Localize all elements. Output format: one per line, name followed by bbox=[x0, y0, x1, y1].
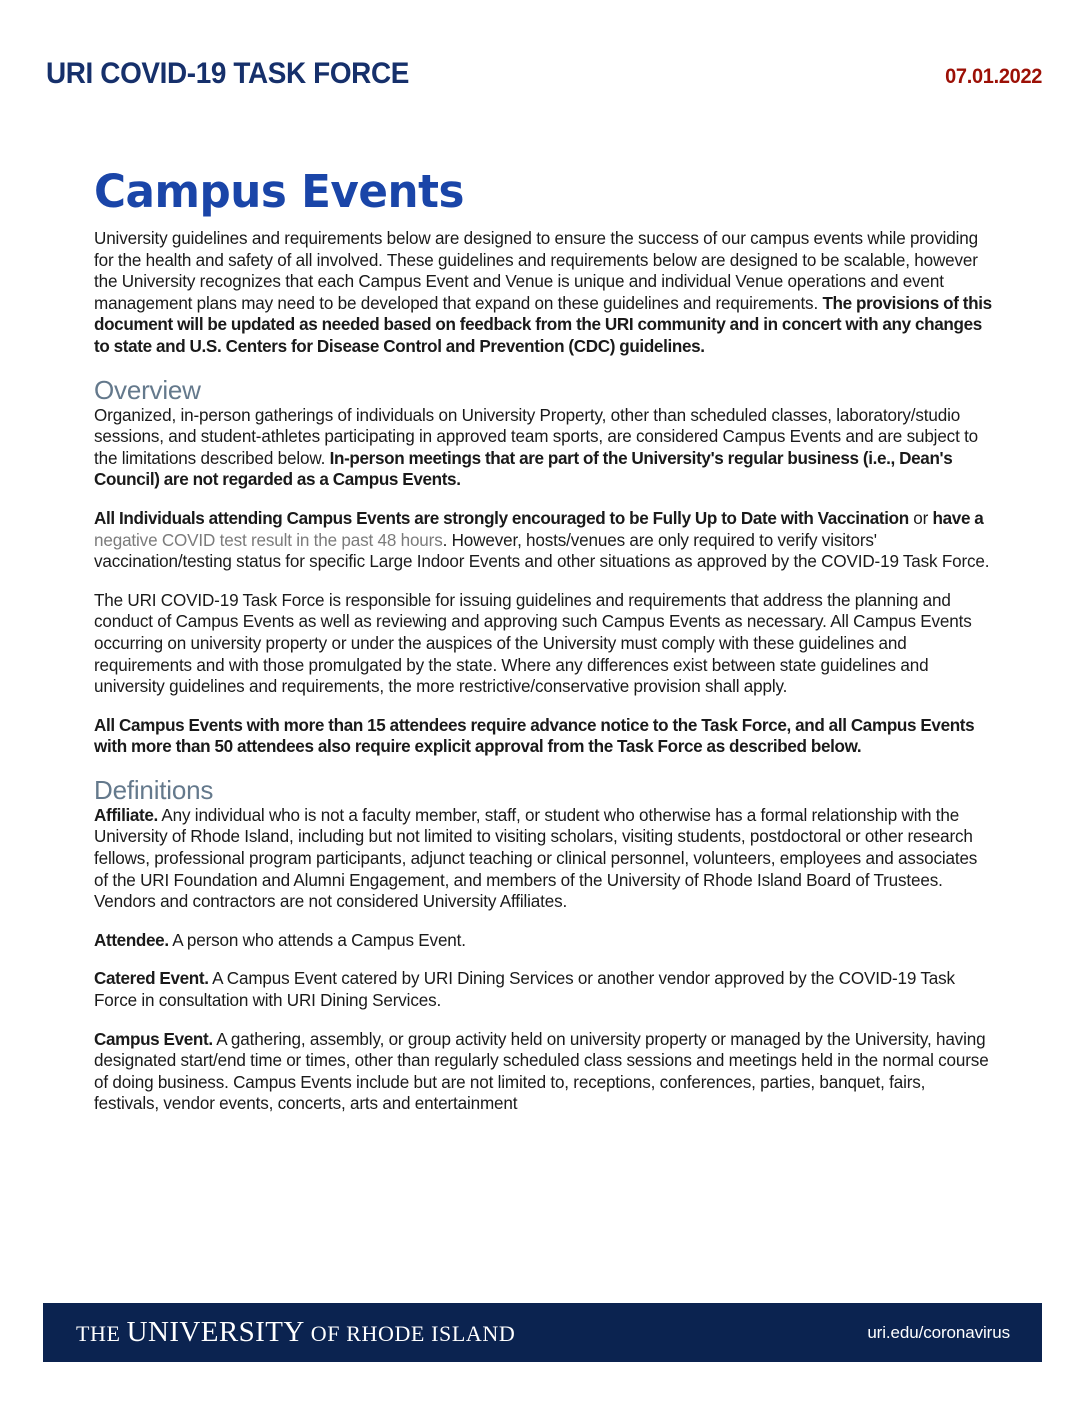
header-title: URI COVID-19 TASK FORCE bbox=[46, 57, 409, 90]
overview-p2-muted-text: negative COVID test result in the past 48 hours bbox=[94, 530, 443, 550]
overview-paragraph-3: The URI COVID-19 Task Force is responsible for issuing guidelines and requirements that address the planning and conduct of Campus Events as well as reviewing and approving such Campus Events as necessary. All Campus Events occurring on university property or under the auspices of the University must comply with these guidelines and requirements and with those promulgated by the state. Where any differences exist between state guidelines and university guidelines and requirements, the more restrictive/conservative provision shall apply. bbox=[94, 590, 972, 697]
section-heading-overview: Overview bbox=[94, 374, 201, 405]
overview-p2-bold-2: have a bbox=[932, 508, 984, 528]
definition-term: Catered Event. bbox=[94, 969, 209, 989]
definition-item bbox=[94, 968, 992, 1011]
definition-body: A Campus Event catered by URI Dining Services or another vendor approved by the COVID-19 Task Force in consultation with URI Dining Services. bbox=[94, 969, 955, 1011]
overview-p2-text-rest: . However, hosts/venues are only required to verify visitors' vaccination/testing status for specific Large Indoor Events and other situations as approved by the COVID-19 Task Force. bbox=[94, 530, 990, 572]
overview-p2-bold-1: All Individuals attending Campus Events are strongly encouraged to be Fully Up to Date with Vaccination bbox=[94, 508, 909, 528]
definition-item bbox=[94, 805, 992, 913]
document-body bbox=[94, 228, 992, 1115]
definition-term: Attendee. bbox=[94, 930, 169, 950]
page-title: Campus Events bbox=[94, 165, 464, 219]
overview-paragraph-4 bbox=[94, 715, 992, 758]
footer-bar bbox=[43, 1303, 1042, 1362]
intro-text: University guidelines and requirements below are designed to ensure the success of our campus events while providing for the health and safety of all involved. These guidelines and requirements below are designed to be scalable, however the University recognizes that each Campus Event and Venue is unique and individual Venue operations and event management plans may need to be developed that expand on these guidelines and requirements. bbox=[94, 229, 978, 313]
overview-paragraph-2 bbox=[94, 508, 992, 573]
footer-url[interactable]: uri.edu/coronavirus bbox=[867, 1322, 1010, 1342]
definition-item bbox=[94, 930, 992, 952]
definition-item bbox=[94, 1029, 992, 1115]
document-header bbox=[46, 57, 1042, 97]
definition-body: A gathering, assembly, or group activity held on university property or managed by the University, having designated start/end time or times, other than regularly scheduled class sessions and meetings held in the normal course of doing business. Campus Events include but are not limited to, receptions, conferences, parties, banquet, fairs, festivals, vendor events, concerts, arts and entertainment bbox=[94, 1029, 989, 1114]
university-wordmark bbox=[76, 1316, 515, 1349]
wordmark-university: UNIVERSITY bbox=[126, 1316, 305, 1348]
definition-body: Any individual who is not a faculty member, staff, or student who otherwise has a formal relationship with the University of Rhode Island, including but not limited to visiting scholars, visiting students, postdoctoral or other research fellows, professional program participants, adjunct teaching or clinical personnel, volunteers, employees and associates of the URI Foundation and Alumni Engagement, and members of the University of Rhode Island Board of Trustees. Vendors and contractors are not considered University Affiliates. bbox=[94, 805, 978, 912]
overview-p2-text-or: or bbox=[908, 508, 933, 528]
definition-body: A person who attends a Campus Event. bbox=[168, 930, 466, 950]
overview-p1-bold: In-person meetings that are part of the University's regular business (i.e., Dean's Council) are not regarded as a Campus Events. bbox=[94, 448, 953, 490]
section-heading-definitions: Definitions bbox=[94, 774, 214, 805]
overview-p1-text: Organized, in-person gatherings of individuals on University Property, other than scheduled classes, laboratory/studio sessions, and student-athletes participating in approved team sports, are considered Campus Events and are subject to the limitations described below. bbox=[94, 405, 979, 468]
intro-bold-text: The provisions of this document will be updated as needed based on feedback from the URI community and in concert with any changes to state and U.S. Centers for Disease Control and Prevention (CDC) guidelines. bbox=[94, 293, 992, 356]
intro-paragraph bbox=[94, 228, 992, 358]
overview-paragraph-1 bbox=[94, 405, 992, 491]
overview-p4-bold: All Campus Events with more than 15 attendees require advance notice to the Task Force, and all Campus Events with more than 50 attendees also require explicit approval from the Task Force as described below. bbox=[94, 715, 975, 757]
wordmark-the: THE bbox=[76, 1321, 127, 1346]
header-date: 07.01.2022 bbox=[944, 65, 1042, 88]
definition-term: Campus Event. bbox=[94, 1029, 213, 1049]
definition-term: Affiliate. bbox=[94, 805, 158, 825]
wordmark-of-rhode-island: OF RHODE ISLAND bbox=[304, 1321, 516, 1346]
